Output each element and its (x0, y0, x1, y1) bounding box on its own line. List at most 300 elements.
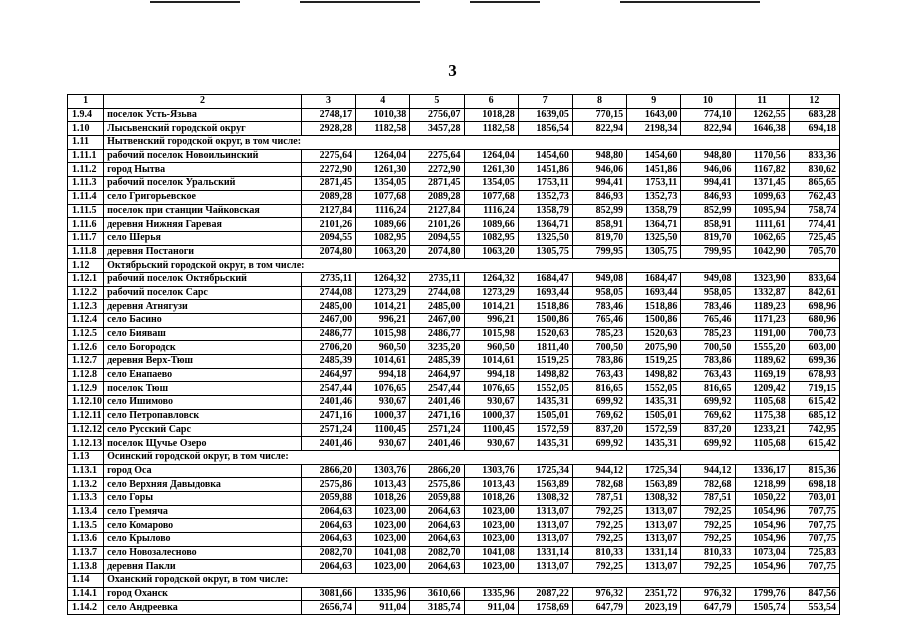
settlement-name: село Гремяча (104, 505, 302, 519)
value-cell: 3185,74 (410, 601, 464, 615)
row-code: 1.12.11 (68, 409, 104, 423)
value-cell: 3610,66 (410, 587, 464, 601)
settlement-name: деревня Верх-Тюш (104, 355, 302, 369)
value-cell: 930,67 (464, 437, 518, 451)
value-cell: 2748,17 (301, 108, 355, 122)
value-cell: 1308,32 (518, 491, 572, 505)
value-cell: 699,92 (681, 437, 735, 451)
value-cell: 1076,65 (356, 382, 410, 396)
value-cell: 615,42 (789, 437, 839, 451)
row-code: 1.11.4 (68, 190, 104, 204)
value-cell: 1273,29 (464, 286, 518, 300)
row-code: 1.12.10 (68, 396, 104, 410)
value-cell: 994,41 (681, 177, 735, 191)
row-code: 1.12.6 (68, 341, 104, 355)
table-row (68, 231, 840, 245)
value-cell: 852,99 (681, 204, 735, 218)
value-cell: 2401,46 (410, 396, 464, 410)
value-cell: 1018,26 (464, 491, 518, 505)
value-cell: 1354,05 (464, 177, 518, 191)
column-header: 5 (410, 95, 464, 109)
value-cell: 2486,77 (301, 327, 355, 341)
column-header: 4 (356, 95, 410, 109)
value-cell: 1753,11 (627, 177, 681, 191)
table-row (68, 505, 840, 519)
row-code: 1.11.2 (68, 163, 104, 177)
value-cell: 763,43 (681, 368, 735, 382)
row-code: 1.11.8 (68, 245, 104, 259)
value-cell: 944,12 (572, 464, 626, 478)
value-cell: 2471,16 (410, 409, 464, 423)
value-cell: 1182,58 (464, 122, 518, 136)
settlement-name: деревня Постаноги (104, 245, 302, 259)
value-cell: 725,83 (789, 546, 839, 560)
value-cell: 1023,00 (464, 519, 518, 533)
value-cell: 1308,32 (627, 491, 681, 505)
value-cell: 833,64 (789, 272, 839, 286)
settlement-name: город Оханск (104, 587, 302, 601)
value-cell: 1264,04 (356, 149, 410, 163)
value-cell: 2486,77 (410, 327, 464, 341)
value-cell: 1454,60 (518, 149, 572, 163)
value-cell: 833,36 (789, 149, 839, 163)
settlement-name: село Енапаево (104, 368, 302, 382)
value-cell: 2471,16 (301, 409, 355, 423)
value-cell: 3081,66 (301, 587, 355, 601)
settlement-name: село Богородск (104, 341, 302, 355)
value-cell: 1018,26 (356, 491, 410, 505)
value-cell: 837,20 (572, 423, 626, 437)
table-row (68, 368, 840, 382)
section-title: Нытвенский городской округ, в том числе: (104, 136, 840, 150)
value-cell: 1435,31 (627, 437, 681, 451)
value-cell: 2082,70 (410, 546, 464, 560)
value-cell: 1233,21 (735, 423, 789, 437)
value-cell: 1182,58 (356, 122, 410, 136)
value-cell: 2575,86 (410, 478, 464, 492)
value-cell: 930,67 (464, 396, 518, 410)
value-cell: 2127,84 (301, 204, 355, 218)
value-cell: 1014,61 (464, 355, 518, 369)
value-cell: 1000,37 (464, 409, 518, 423)
value-cell: 1018,28 (464, 108, 518, 122)
settlement-name: село Новозалесново (104, 546, 302, 560)
value-cell: 1264,32 (356, 272, 410, 286)
settlement-name: поселок Щучье Озеро (104, 437, 302, 451)
row-code: 1.13 (68, 450, 104, 464)
value-cell: 1023,00 (464, 505, 518, 519)
table-row (68, 108, 840, 122)
value-cell: 792,25 (572, 505, 626, 519)
value-cell: 1335,96 (356, 587, 410, 601)
value-cell: 2485,00 (410, 300, 464, 314)
value-cell: 1218,99 (735, 478, 789, 492)
value-cell: 707,75 (789, 519, 839, 533)
value-cell: 1500,86 (518, 314, 572, 328)
settlement-name: Лысьвенский городской округ (104, 122, 302, 136)
settlement-name: рабочий поселок Сарс (104, 286, 302, 300)
table-row (68, 204, 840, 218)
value-cell: 1811,40 (518, 341, 572, 355)
value-cell: 1313,07 (518, 505, 572, 519)
value-cell: 699,92 (572, 437, 626, 451)
value-cell: 994,18 (356, 368, 410, 382)
value-cell: 787,51 (572, 491, 626, 505)
value-cell: 699,36 (789, 355, 839, 369)
settlement-name: село Григорьевское (104, 190, 302, 204)
value-cell: 946,06 (572, 163, 626, 177)
value-cell: 2064,63 (301, 533, 355, 547)
value-cell: 1100,45 (464, 423, 518, 437)
value-cell: 2928,28 (301, 122, 355, 136)
value-cell: 792,25 (681, 533, 735, 547)
column-header: 7 (518, 95, 572, 109)
value-cell: 1435,31 (518, 437, 572, 451)
value-cell: 685,12 (789, 409, 839, 423)
settlement-name: село Ишимово (104, 396, 302, 410)
column-header: 9 (627, 95, 681, 109)
value-cell: 792,25 (681, 560, 735, 574)
value-cell: 1358,79 (627, 204, 681, 218)
value-cell: 1364,71 (627, 218, 681, 232)
row-code: 1.11.6 (68, 218, 104, 232)
value-cell: 1076,65 (464, 382, 518, 396)
value-cell: 2871,45 (410, 177, 464, 191)
table-row (68, 122, 840, 136)
table-row (68, 601, 840, 615)
value-cell: 1555,20 (735, 341, 789, 355)
section-row (68, 450, 840, 464)
value-cell: 1758,69 (518, 601, 572, 615)
value-cell: 799,95 (681, 245, 735, 259)
value-cell: 847,56 (789, 587, 839, 601)
page-number: 3 (448, 61, 457, 80)
section-title: Осинский городской округ, в том числе: (104, 450, 840, 464)
row-code: 1.13.3 (68, 491, 104, 505)
value-cell: 1303,76 (356, 464, 410, 478)
column-header: 12 (789, 95, 839, 109)
value-cell: 1169,19 (735, 368, 789, 382)
value-cell: 1519,25 (518, 355, 572, 369)
table-row (68, 409, 840, 423)
value-cell: 2094,55 (410, 231, 464, 245)
value-cell: 774,10 (681, 108, 735, 122)
value-cell: 2571,24 (301, 423, 355, 437)
value-cell: 1015,98 (464, 327, 518, 341)
value-cell: 1305,75 (627, 245, 681, 259)
value-cell: 1041,08 (464, 546, 518, 560)
column-header: 3 (301, 95, 355, 109)
value-cell: 1518,86 (627, 300, 681, 314)
value-cell: 2744,08 (410, 286, 464, 300)
value-cell: 2272,90 (301, 163, 355, 177)
row-code: 1.13.1 (68, 464, 104, 478)
value-cell: 1041,08 (356, 546, 410, 560)
value-cell: 1054,96 (735, 505, 789, 519)
value-cell: 1498,82 (627, 368, 681, 382)
value-cell: 2023,19 (627, 601, 681, 615)
settlement-name: деревня Нижняя Гаревая (104, 218, 302, 232)
value-cell: 810,33 (572, 546, 626, 560)
value-cell: 1023,00 (356, 560, 410, 574)
table-row (68, 149, 840, 163)
column-header: 2 (104, 95, 302, 109)
value-cell: 1354,05 (356, 177, 410, 191)
row-code: 1.14.2 (68, 601, 104, 615)
row-code: 1.12.4 (68, 314, 104, 328)
row-code: 1.14.1 (68, 587, 104, 601)
value-cell: 960,50 (464, 341, 518, 355)
row-code: 1.11.3 (68, 177, 104, 191)
value-cell: 2866,20 (301, 464, 355, 478)
table-row (68, 245, 840, 259)
settlement-name: рабочий поселок Уральский (104, 177, 302, 191)
value-cell: 783,46 (681, 300, 735, 314)
value-cell: 911,04 (356, 601, 410, 615)
value-cell: 1693,44 (627, 286, 681, 300)
table-row (68, 314, 840, 328)
value-cell: 1089,66 (356, 218, 410, 232)
value-cell: 819,70 (681, 231, 735, 245)
value-cell: 2075,90 (627, 341, 681, 355)
value-cell: 949,08 (681, 272, 735, 286)
value-cell: 1264,04 (464, 149, 518, 163)
value-cell: 765,46 (681, 314, 735, 328)
value-cell: 725,45 (789, 231, 839, 245)
value-cell: 1170,56 (735, 149, 789, 163)
value-cell: 783,86 (681, 355, 735, 369)
value-cell: 976,32 (681, 587, 735, 601)
value-cell: 1505,01 (627, 409, 681, 423)
value-cell: 698,18 (789, 478, 839, 492)
value-cell: 1753,11 (518, 177, 572, 191)
value-cell: 1313,07 (518, 519, 572, 533)
value-cell: 949,08 (572, 272, 626, 286)
value-cell: 1050,22 (735, 491, 789, 505)
table-row (68, 491, 840, 505)
value-cell: 799,95 (572, 245, 626, 259)
value-cell: 1000,37 (356, 409, 410, 423)
value-cell: 2401,46 (301, 396, 355, 410)
settlement-name: деревня Пакли (104, 560, 302, 574)
value-cell: 2127,84 (410, 204, 464, 218)
row-code: 1.12.12 (68, 423, 104, 437)
value-cell: 647,79 (572, 601, 626, 615)
value-cell: 1105,68 (735, 396, 789, 410)
value-cell: 911,04 (464, 601, 518, 615)
table-row (68, 396, 840, 410)
value-cell: 2059,88 (410, 491, 464, 505)
value-cell: 1500,86 (627, 314, 681, 328)
value-cell: 787,51 (681, 491, 735, 505)
value-cell: 774,41 (789, 218, 839, 232)
table-row (68, 423, 840, 437)
settlement-name: село Андреевка (104, 601, 302, 615)
value-cell: 1725,34 (627, 464, 681, 478)
value-cell: 819,70 (572, 231, 626, 245)
value-cell: 694,18 (789, 122, 839, 136)
tariff-table (67, 94, 840, 615)
value-cell: 1331,14 (518, 546, 572, 560)
value-cell: 1518,86 (518, 300, 572, 314)
value-cell: 822,94 (572, 122, 626, 136)
row-code: 1.11 (68, 136, 104, 150)
value-cell: 1358,79 (518, 204, 572, 218)
value-cell: 705,70 (789, 245, 839, 259)
value-cell: 2485,39 (301, 355, 355, 369)
value-cell: 2467,00 (301, 314, 355, 328)
column-header: 11 (735, 95, 789, 109)
settlement-name: село Басино (104, 314, 302, 328)
value-cell: 603,00 (789, 341, 839, 355)
section-row (68, 259, 840, 273)
row-code: 1.12.13 (68, 437, 104, 451)
value-cell: 1505,74 (735, 601, 789, 615)
value-cell: 1171,23 (735, 314, 789, 328)
value-cell: 1089,66 (464, 218, 518, 232)
row-code: 1.12.9 (68, 382, 104, 396)
value-cell: 2094,55 (301, 231, 355, 245)
value-cell: 1062,65 (735, 231, 789, 245)
value-cell: 1013,43 (356, 478, 410, 492)
row-code: 1.13.7 (68, 546, 104, 560)
value-cell: 2101,26 (301, 218, 355, 232)
value-cell: 2275,64 (410, 149, 464, 163)
section-title: Оханский городской округ, в том числе: (104, 574, 840, 588)
value-cell: 3235,20 (410, 341, 464, 355)
value-cell: 1063,20 (464, 245, 518, 259)
value-cell: 1010,38 (356, 108, 410, 122)
value-cell: 1262,55 (735, 108, 789, 122)
value-cell: 958,05 (681, 286, 735, 300)
value-cell: 2074,80 (301, 245, 355, 259)
value-cell: 1073,04 (735, 546, 789, 560)
value-cell: 1313,07 (627, 533, 681, 547)
value-cell: 1364,71 (518, 218, 572, 232)
table-row (68, 341, 840, 355)
table-row (68, 190, 840, 204)
row-code: 1.12.3 (68, 300, 104, 314)
value-cell: 680,96 (789, 314, 839, 328)
value-cell: 707,75 (789, 505, 839, 519)
value-cell: 2467,00 (410, 314, 464, 328)
value-cell: 946,06 (681, 163, 735, 177)
value-cell: 792,25 (681, 519, 735, 533)
value-cell: 1332,87 (735, 286, 789, 300)
value-cell: 2575,86 (301, 478, 355, 492)
value-cell: 1105,68 (735, 437, 789, 451)
value-cell: 700,50 (681, 341, 735, 355)
value-cell: 1082,95 (356, 231, 410, 245)
value-cell: 2064,63 (301, 519, 355, 533)
value-cell: 1303,76 (464, 464, 518, 478)
value-cell: 1261,30 (356, 163, 410, 177)
value-cell: 1563,89 (627, 478, 681, 492)
value-cell: 1095,94 (735, 204, 789, 218)
value-cell: 1498,82 (518, 368, 572, 382)
value-cell: 1520,63 (627, 327, 681, 341)
value-cell: 785,23 (681, 327, 735, 341)
settlement-name: поселок Тюш (104, 382, 302, 396)
value-cell: 1014,21 (356, 300, 410, 314)
value-cell: 2866,20 (410, 464, 464, 478)
value-cell: 1684,47 (627, 272, 681, 286)
value-cell: 1042,90 (735, 245, 789, 259)
table-header-row (68, 95, 840, 109)
table-row (68, 382, 840, 396)
value-cell: 1505,01 (518, 409, 572, 423)
section-row (68, 136, 840, 150)
value-cell: 783,86 (572, 355, 626, 369)
value-cell: 1725,34 (518, 464, 572, 478)
value-cell: 1371,45 (735, 177, 789, 191)
value-cell: 1023,00 (356, 533, 410, 547)
value-cell: 615,42 (789, 396, 839, 410)
value-cell: 1572,59 (518, 423, 572, 437)
value-cell: 699,92 (572, 396, 626, 410)
value-cell: 1572,59 (627, 423, 681, 437)
value-cell: 2706,20 (301, 341, 355, 355)
settlement-name: село Бияваш (104, 327, 302, 341)
value-cell: 792,25 (572, 560, 626, 574)
value-cell: 948,80 (572, 149, 626, 163)
value-cell: 858,91 (572, 218, 626, 232)
value-cell: 1054,96 (735, 519, 789, 533)
value-cell: 1013,43 (464, 478, 518, 492)
row-code: 1.9.4 (68, 108, 104, 122)
value-cell: 785,23 (572, 327, 626, 341)
column-header: 1 (68, 95, 104, 109)
value-cell: 699,92 (681, 396, 735, 410)
table-row (68, 478, 840, 492)
value-cell: 2547,44 (301, 382, 355, 396)
value-cell: 1264,32 (464, 272, 518, 286)
value-cell: 782,68 (572, 478, 626, 492)
value-cell: 2571,24 (410, 423, 464, 437)
table-row (68, 437, 840, 451)
value-cell: 944,12 (681, 464, 735, 478)
value-cell: 2087,22 (518, 587, 572, 601)
value-cell: 707,75 (789, 560, 839, 574)
value-cell: 2275,64 (301, 149, 355, 163)
value-cell: 1261,30 (464, 163, 518, 177)
value-cell: 1639,05 (518, 108, 572, 122)
table-row (68, 327, 840, 341)
value-cell: 769,62 (681, 409, 735, 423)
row-code: 1.10 (68, 122, 104, 136)
value-cell: 1331,14 (627, 546, 681, 560)
value-cell: 1111,61 (735, 218, 789, 232)
value-cell: 1435,31 (627, 396, 681, 410)
value-cell: 2485,39 (410, 355, 464, 369)
settlement-name: город Оса (104, 464, 302, 478)
value-cell: 758,74 (789, 204, 839, 218)
value-cell: 683,28 (789, 108, 839, 122)
value-cell: 2064,63 (410, 533, 464, 547)
row-code: 1.11.7 (68, 231, 104, 245)
value-cell: 816,65 (572, 382, 626, 396)
value-cell: 1325,50 (518, 231, 572, 245)
value-cell: 1100,45 (356, 423, 410, 437)
value-cell: 865,65 (789, 177, 839, 191)
value-cell: 3457,28 (410, 122, 464, 136)
value-cell: 1335,96 (464, 587, 518, 601)
value-cell: 1305,75 (518, 245, 572, 259)
value-cell: 2756,07 (410, 108, 464, 122)
value-cell: 1435,31 (518, 396, 572, 410)
value-cell: 1451,86 (518, 163, 572, 177)
value-cell: 1552,05 (627, 382, 681, 396)
